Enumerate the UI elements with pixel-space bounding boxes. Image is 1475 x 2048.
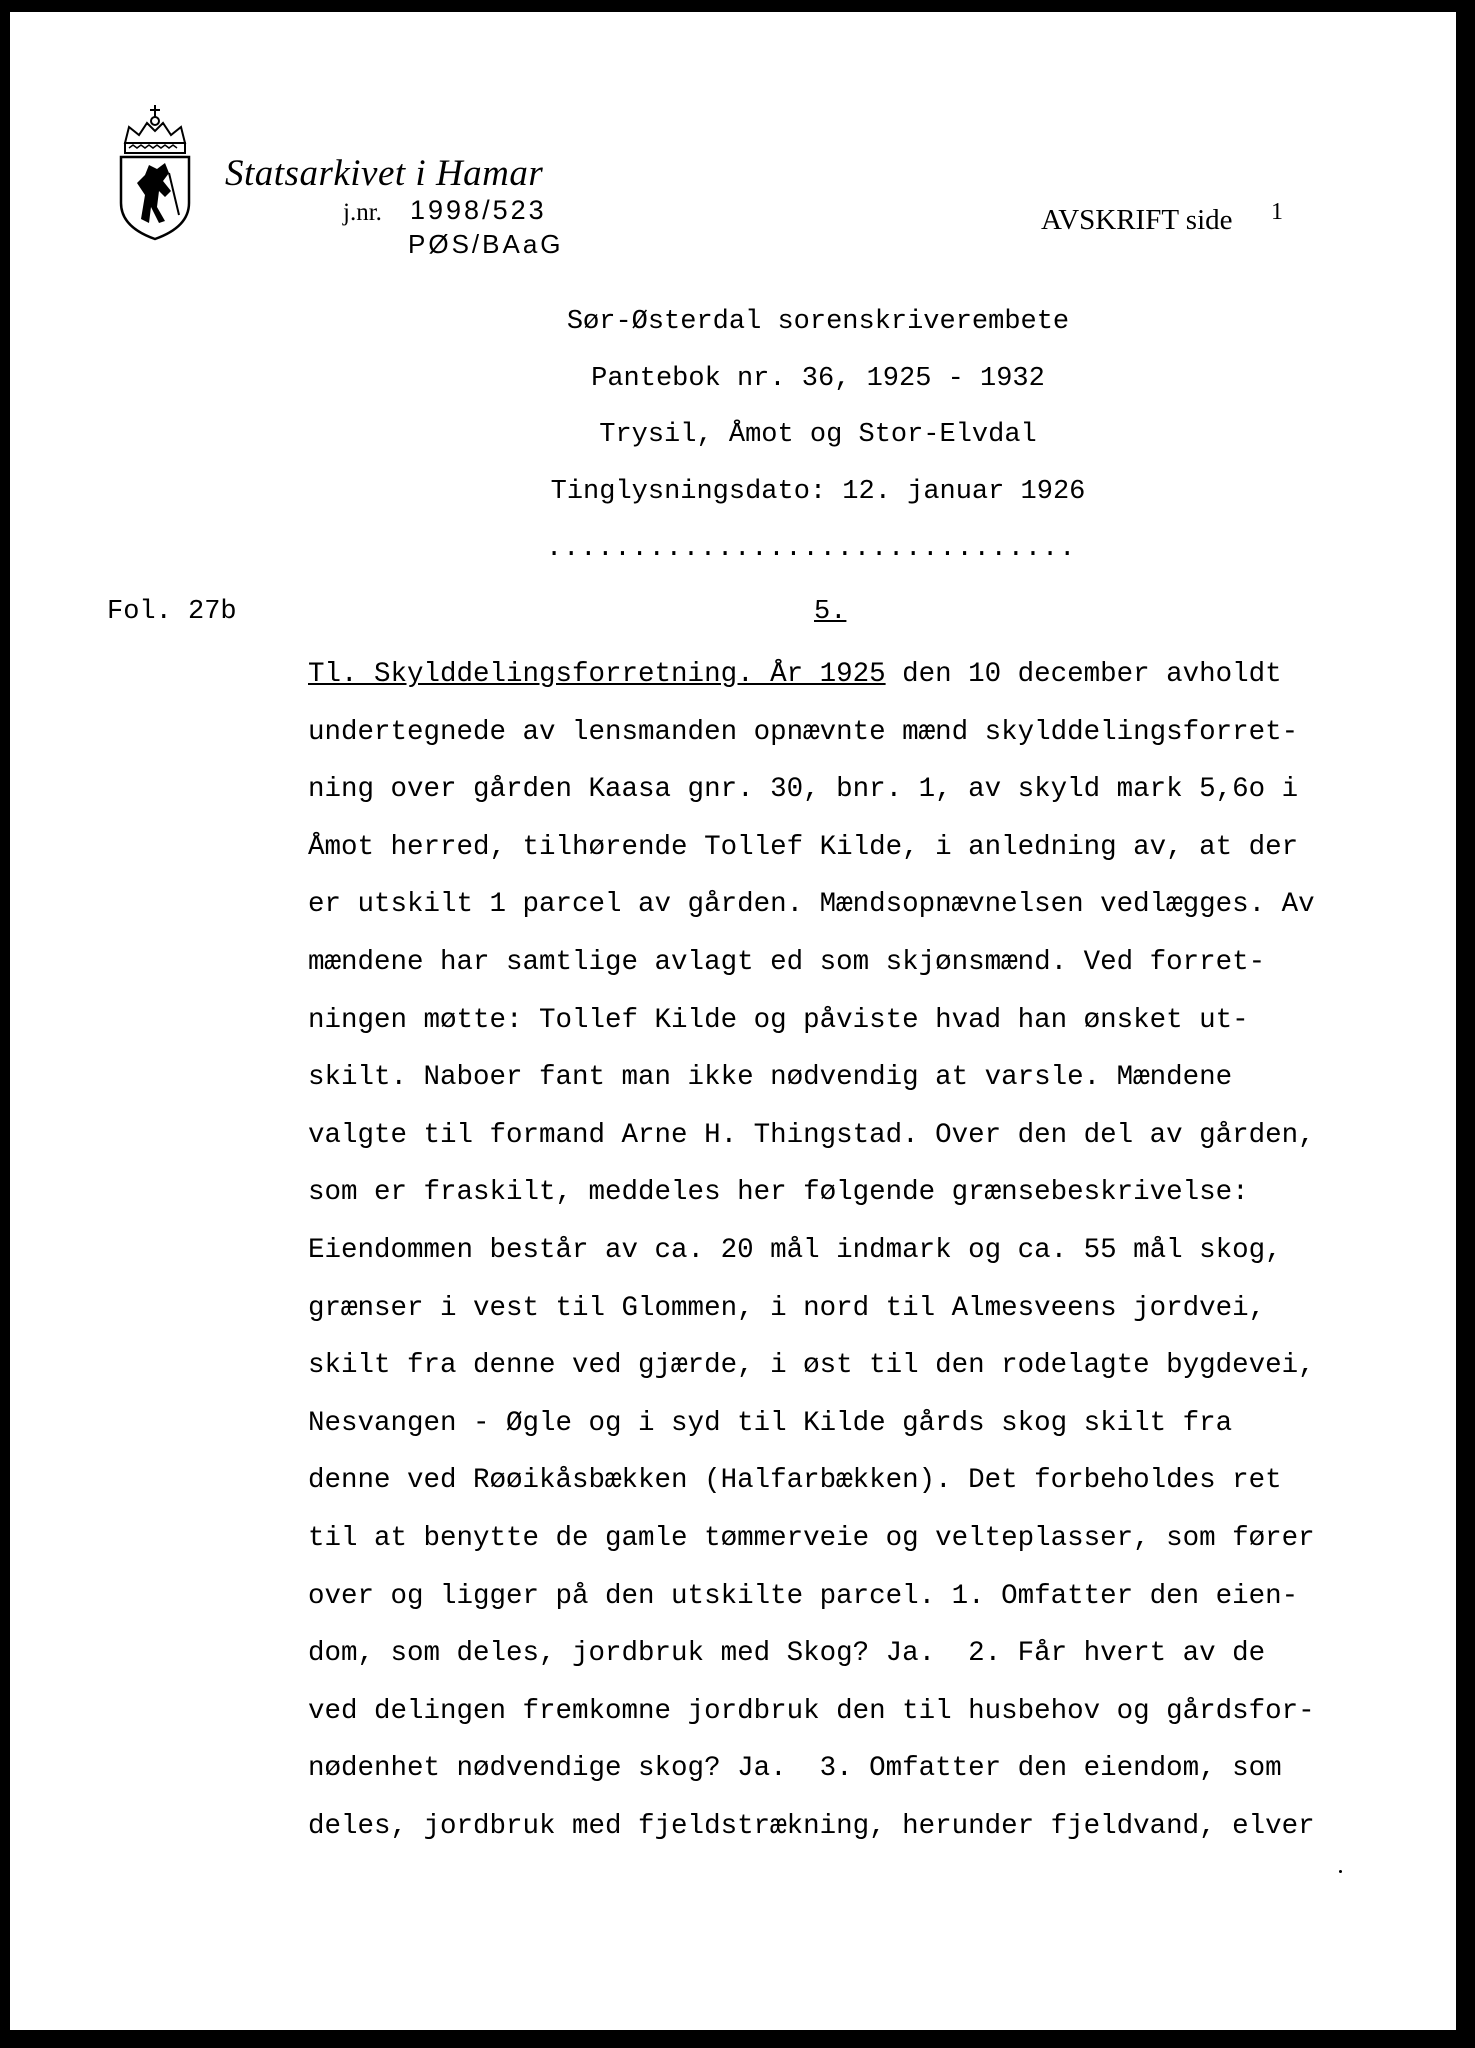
body-line: grænser i vest til Glommen, i nord til Almesveens jordvei, (308, 1292, 1266, 1324)
body-line: nødenhet nødvendige skog? Ja. 3. Omfatter den eiendom, som (308, 1753, 1282, 1785)
registration-date-heading: Tinglysningsdato: 12. januar 1926 (550, 477, 1086, 507)
journal-code-stamp: PØS/BAaG (408, 229, 564, 259)
body-line: denne ved Røøikåsbækken (Halfarbækken). Det forbeholdes ret (308, 1465, 1282, 1497)
body-line: ningen møtte: Tollef Kilde og påviste hvad han ønsket ut- (308, 1004, 1249, 1036)
entry-number: 5. (814, 597, 847, 627)
norwegian-coat-of-arms-icon (115, 103, 195, 243)
entry-body (308, 646, 1448, 1855)
district-heading: Trysil, Åmot og Stor-Elvdal (599, 420, 1037, 450)
body-line: dom, som deles, jordbruk med Skog? Ja. 2. Får hvert av de (308, 1638, 1266, 1670)
body-line: over og ligger på den utskilte parcel. 1. Omfatter den eien- (308, 1580, 1299, 1612)
folio-reference: Fol. 27b (107, 597, 237, 627)
office-heading: Sør-Østerdal sorenskriverembete (566, 307, 1070, 337)
journal-number-stamp: 1998/523 (410, 195, 547, 225)
body-line: ning over gården Kaasa gnr. 30, bnr. 1, av skyld mark 5,6o i (308, 774, 1299, 806)
archive-name: Statsarkivet i Hamar (225, 153, 544, 194)
page-number: 1 (1271, 199, 1283, 225)
body-line: mændene har samtlige avlagt ed som skjønsmænd. Ved forret- (308, 946, 1266, 978)
scan-speck (1339, 1870, 1342, 1873)
journal-number-label: j.nr. (343, 199, 382, 226)
body-line: Eiendommen består av ca. 20 mål indmark og ca. 55 mål skog, (308, 1234, 1282, 1266)
body-line: er utskilt 1 parcel av gården. Mændsopnævnelsen vedlægges. Av (308, 889, 1315, 921)
entry-first-line-rest: den 10 december avholdt (885, 659, 1282, 690)
body-line: skilt. Naboer fant man ikke nødvendig at varsle. Mændene (308, 1062, 1233, 1094)
document-page (10, 12, 1456, 2030)
body-line: som er fraskilt, meddeles her følgende grænsebeskrivelse: (308, 1177, 1249, 1209)
body-line: til at benytte de gamle tømmerveie og velteplasser, som fører (308, 1522, 1315, 1554)
body-line: valgte til formand Arne H. Thingstad. Over den del av gården, (308, 1119, 1315, 1151)
register-heading: Pantebok nr. 36, 1925 - 1932 (591, 364, 1045, 394)
body-line: ved delingen fremkomne jordbruk den til husbehov og gårdsfor- (308, 1695, 1315, 1727)
body-line: deles, jordbruk med fjeldstrækning, herunder fjeldvand, elver (308, 1810, 1315, 1842)
entry-title-underlined: Tl. Skylddelingsforretning. År 1925 (308, 659, 886, 690)
body-line: skilt fra denne ved gjærde, i øst til den rodelagte bygdevei, (308, 1350, 1315, 1382)
transcript-page-title: AVSKRIFT side (1041, 204, 1233, 236)
body-line: undertegnede av lensmanden opnævnte mænd skylddelingsforret- (308, 716, 1299, 748)
dotted-separator: ............................... (546, 534, 1077, 564)
body-line: Nesvangen - Øgle og i syd til Kilde gårds skog skilt fra (308, 1407, 1233, 1439)
body-line-first (308, 646, 1448, 704)
body-line: Åmot herred, tilhørende Tollef Kilde, i anledning av, at der (308, 831, 1299, 863)
